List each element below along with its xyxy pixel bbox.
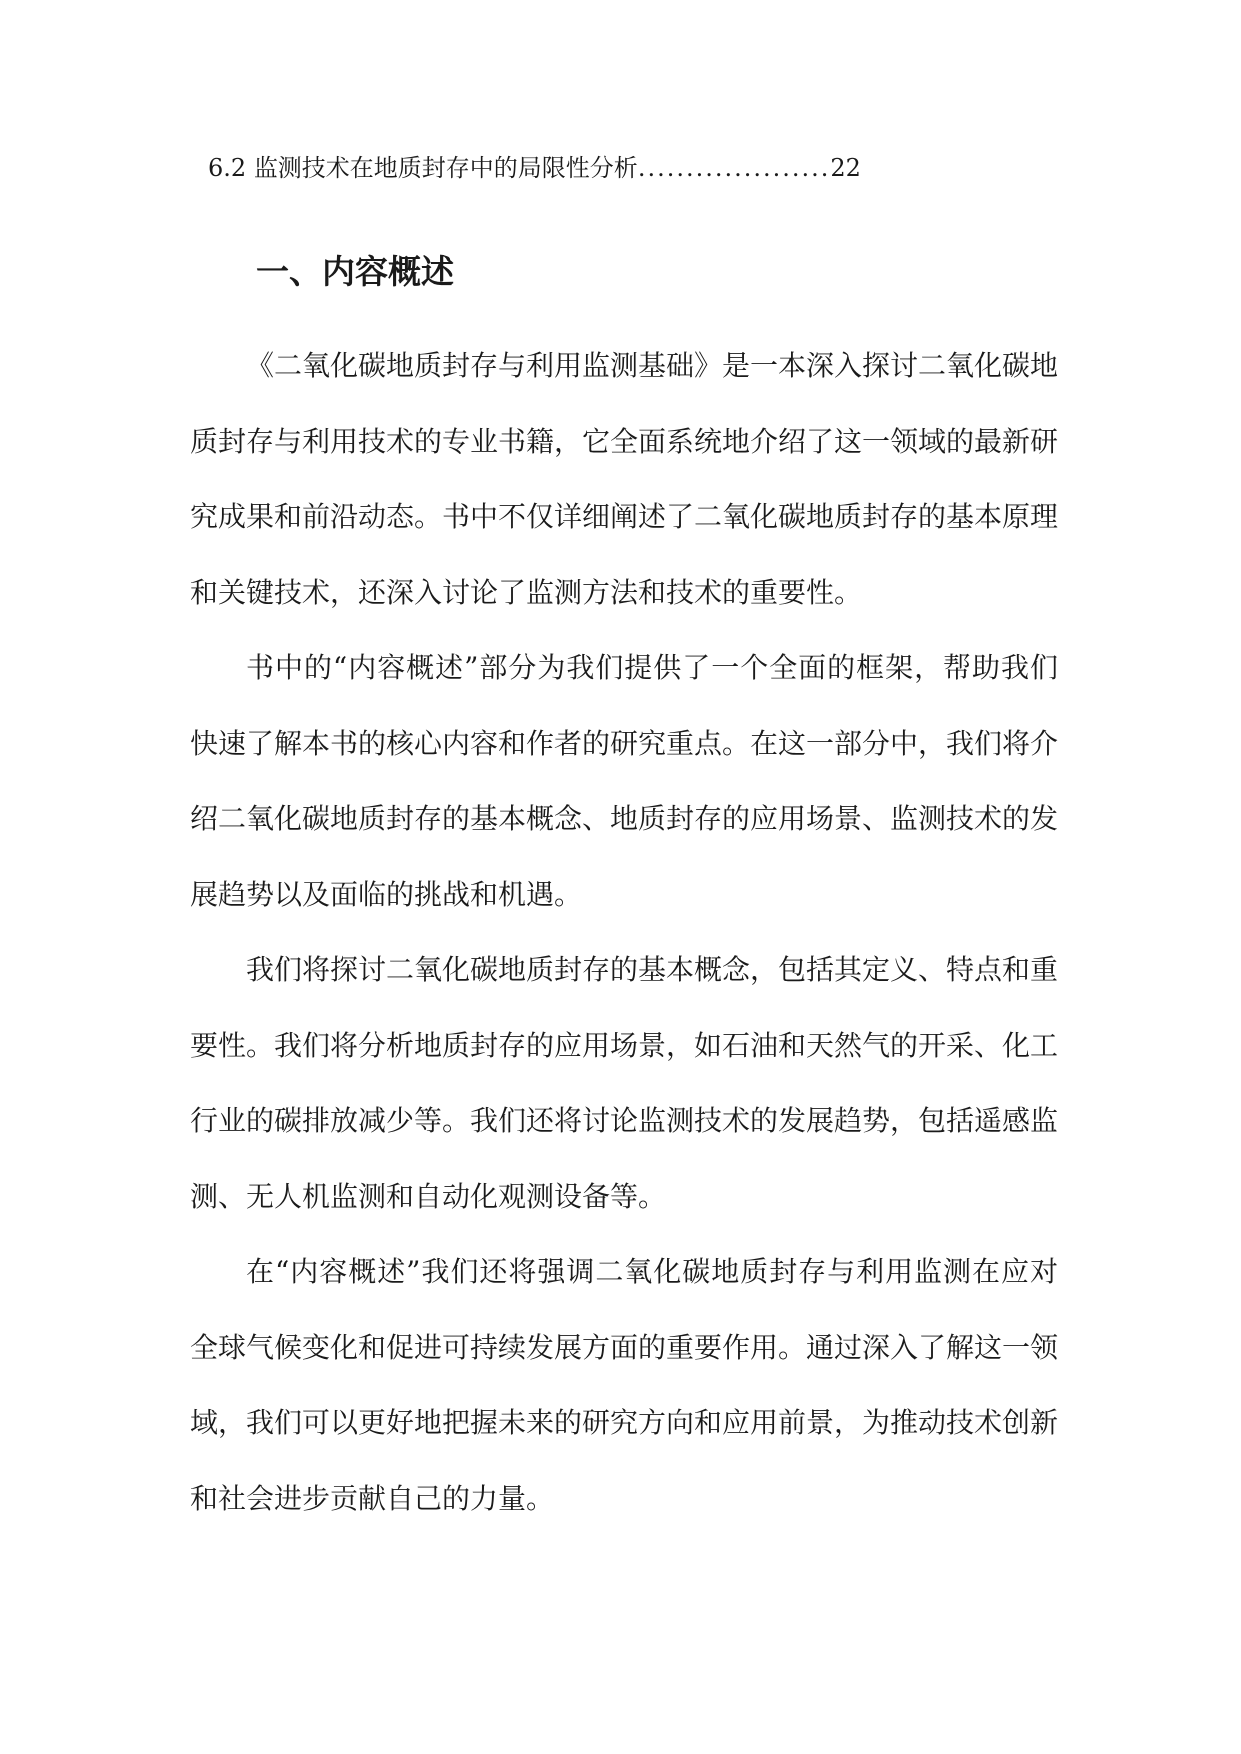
paragraph-1: 《二氧化碳地质封存与利用监测基础》是一本深入探讨二氧化碳地质封存与利用技术的专业书籍，它全面系统地介绍了这一领域的最新研究成果和前沿动态。书中不仅详细阐述了二氧化碳地质封存的基本原理和关键技术，还深入讨论了监测方法和技术的重要性。 (190, 349, 1059, 609)
paragraph-2: 书中的“内容概述”部分为我们提供了一个全面的框架，帮助我们快速了解本书的核心内容和作者的研究重点。在这一部分中，我们将介绍二氧化碳地质封存的基本概念、地质封存的应用场景、监测技术的发展趋势以及面临的挑战和机遇。 (190, 651, 1059, 911)
toc-entry-number: 6.2 (208, 154, 247, 182)
toc-entry[interactable] (208, 150, 948, 186)
toc-entry-title: 监测技术在地质封存中的局限性分析 (253, 154, 638, 182)
paragraph-4: 在“内容概述”我们还将强调二氧化碳地质封存与利用监测在应对全球气候变化和促进可持续发展方面的重要作用。通过深入了解这一领域，我们可以更好地把握未来的研究方向和应用前景，为推动技术创新和社会进步贡献自己的力量。 (190, 1255, 1059, 1515)
toc-leader-dots: .................... (637, 154, 831, 182)
paragraph-3: 我们将探讨二氧化碳地质封存的基本概念，包括其定义、特点和重要性。我们将分析地质封存的应用场景，如石油和天然气的开采、化工行业的碳排放减少等。我们还将讨论监测技术的发展趋势，包括遥感监测、无人机监测和自动化观测设备等。 (190, 953, 1059, 1213)
section-body (190, 328, 1058, 1536)
toc-page-number: 22 (830, 154, 861, 182)
section-heading: 一、内容概述 (256, 252, 454, 291)
